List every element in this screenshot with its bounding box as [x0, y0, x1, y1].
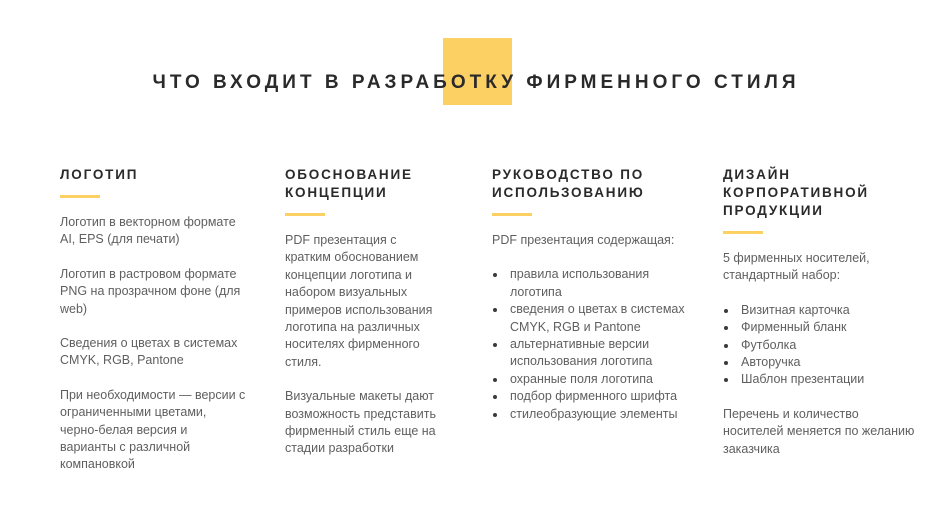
- text-line: Логотип в векторном формате: [60, 215, 236, 229]
- paragraph: [60, 266, 260, 318]
- bullet-list: [492, 266, 707, 423]
- text-line: Перечень и количество: [723, 406, 859, 421]
- list-item: [492, 266, 707, 301]
- list-item-line: Фирменный бланк: [741, 320, 847, 335]
- column-title-line: ДИЗАЙН: [723, 167, 791, 182]
- column-title-line: ИСПОЛЬЗОВАНИЮ: [492, 185, 645, 200]
- text-line: примеров использования: [285, 302, 433, 317]
- text-line: логотипа на различных: [285, 320, 420, 335]
- text-line: PNG на прозрачном фоне (для: [60, 284, 241, 299]
- list-item: [723, 354, 938, 371]
- paragraph: [60, 214, 260, 249]
- column-logo: [60, 166, 260, 491]
- text-line: возможность представить: [285, 406, 436, 421]
- title-underline: [723, 231, 763, 234]
- list-item-line: сведения о цветах в системах: [510, 302, 685, 317]
- text-line: ограниченными цветами,: [60, 405, 207, 420]
- column-title-line: ЛОГОТИП: [60, 167, 139, 182]
- bullet-list: [723, 302, 938, 389]
- text-line: CMYK, RGB, Pantone: [60, 353, 184, 368]
- column-title-line: ПРОДУКЦИИ: [723, 203, 824, 218]
- list-item-line: правила использования: [510, 267, 650, 282]
- text-line: Логотип в растровом формате: [60, 266, 237, 281]
- title-underline: [492, 213, 532, 216]
- text-line: носителей меняется по желанию: [723, 424, 915, 439]
- text-line: Визуальные макеты дают: [285, 389, 435, 404]
- text-line: web): [60, 301, 88, 316]
- paragraph: [285, 388, 475, 458]
- column-concept: [285, 166, 475, 475]
- list-item: [492, 388, 707, 405]
- text-line: концепции логотипа и: [285, 267, 413, 282]
- column-title-line: КОНЦЕПЦИИ: [285, 185, 388, 200]
- list-item-line: стилеобразующие элементы: [510, 406, 678, 421]
- list-item: [492, 371, 707, 388]
- text-line: стандартный набор:: [723, 268, 841, 283]
- text-line: При необходимости — версии с: [60, 387, 246, 402]
- list-item-line: охранные поля логотипа: [510, 371, 653, 386]
- column-title: [492, 166, 707, 202]
- list-item: [492, 336, 707, 371]
- list-item-line: CMYK, RGB и Pantone: [510, 319, 641, 334]
- text-line: варианты с различной: [60, 440, 191, 455]
- text-line: черно-белая версия и: [60, 422, 188, 437]
- column-title-line: КОРПОРАТИВНОЙ: [723, 185, 869, 200]
- text-line: набором визуальных: [285, 285, 408, 300]
- text-line: PDF презентация содержащая:: [492, 233, 675, 247]
- text-line: кратким обоснованием: [285, 250, 419, 265]
- text-line: 5 фирменных носителей,: [723, 251, 870, 265]
- list-item-line: использования логотипа: [510, 354, 653, 369]
- list-item-line: Футболка: [741, 337, 797, 352]
- paragraph: [285, 232, 475, 371]
- paragraph: [723, 406, 938, 458]
- text-line: заказчика: [723, 441, 780, 456]
- list-item-line: альтернативные версии: [510, 337, 650, 352]
- title-underline: [285, 213, 325, 216]
- list-item: [723, 302, 938, 319]
- list-item: [723, 337, 938, 354]
- column-title-line: ОБОСНОВАНИЕ: [285, 167, 413, 182]
- paragraph: [60, 387, 260, 474]
- page-title: ЧТО ВХОДИТ В РАЗРАБОТКУ ФИРМЕННОГО СТИЛЯ: [152, 72, 800, 93]
- paragraph: [492, 232, 707, 249]
- text-line: Сведения о цветах в системах: [60, 336, 238, 351]
- column-products: [723, 166, 938, 475]
- column-guide: [492, 166, 707, 440]
- text-line: стиля.: [285, 354, 322, 369]
- text-line: AI, EPS (для печати): [60, 232, 180, 247]
- text-line: PDF презентация с: [285, 233, 397, 247]
- list-item-line: подбор фирменного шрифта: [510, 389, 678, 404]
- column-title-line: РУКОВОДСТВО ПО: [492, 167, 645, 182]
- list-item: [492, 406, 707, 423]
- list-item: [723, 319, 938, 336]
- list-item: [723, 371, 938, 388]
- column-title: [60, 166, 260, 184]
- list-item-line: Авторучка: [741, 355, 801, 370]
- text-line: фирменный стиль еще на: [285, 424, 436, 439]
- column-title: [723, 166, 938, 220]
- list-item-line: логотипа: [510, 284, 562, 299]
- text-line: компановкой: [60, 457, 135, 472]
- list-item-line: Шаблон презентации: [741, 372, 865, 387]
- list-item: [492, 301, 707, 336]
- paragraph: [723, 250, 938, 285]
- text-line: стадии разработки: [285, 441, 394, 456]
- text-line: носителях фирменного: [285, 337, 420, 352]
- title-underline: [60, 195, 100, 198]
- paragraph: [60, 335, 260, 370]
- list-item-line: Визитная карточка: [741, 302, 850, 317]
- column-title: [285, 166, 475, 202]
